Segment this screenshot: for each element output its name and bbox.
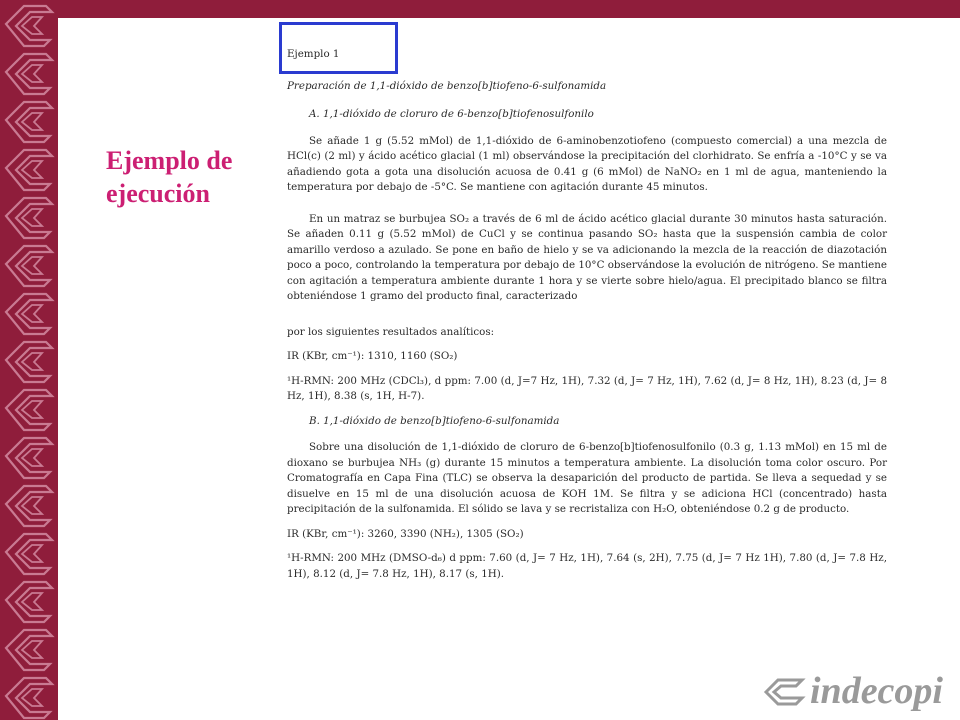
- logo-mark-icon: [762, 676, 808, 708]
- indecopi-logo: [762, 668, 960, 714]
- swirl-pattern-icon: [0, 0, 58, 720]
- top-decorative-band: [58, 0, 960, 18]
- paragraph-3: por los siguientes resultados analíticos:: [287, 325, 495, 338]
- ir-spectrum-a: IR (KBr, cm⁻¹): 1310, 1160 (SO₂): [287, 350, 458, 362]
- nmr-spectrum-a: ¹H-RMN: 200 MHz (CDCl₃), d ppm: 7.00 (d, J=7 Hz, 1H), 7.32 (d, J= 7 Hz, 1H), 7.62 (d, J= 8 Hz, 1H), 8.23 (d, J= 8 Hz, 1H), 8.38 (s, 1H, H-7).: [287, 374, 887, 402]
- scanned-document: [287, 47, 887, 582]
- logo-text: indecopi: [810, 670, 943, 712]
- paragraph-4: Sobre una disolución de 1,1-dióxido de cloruro de 6-benzo[b]tiofenosulfonilo (0.3 g, 1.13 mMol) en 15 ml de dioxano se burbujea NH₃ (g) durante 15 minutos a temperatura ambiente. La disolución toma color oscuro. Por Cromatografía en Capa Fina (TLC) se observa la desaparición del producto de partida. Se lleva a sequedad y se disuelve en 15 ml de una disolución acuosa de KOH 1M. Se filtra y se adiciona HCl (concentrado) hasta precipitación de la sulfonamida. El sólido se lava y se recristaliza con H₂O, obteniéndose 0.2 g de producto.: [287, 441, 887, 515]
- paragraph-2: En un matraz se burbujea SO₂ a través de 6 ml de ácido acético glacial durante 30 minutos hasta saturación. Se añaden 0.11 g (5.52 mMol) de CuCl y se continua pasando SO₂ hasta que la suspensión cambia de color amarillo verdoso a azulado. Se pone en baño de hielo y se va adicionando la mezcla de la reacción de diazotación poco a poco, controlando la temperatura por debajo de 10°C observándose la evolución de nitrógeno. Se mantiene con agitación a temperatura ambiente durante 1 hora y se vierte sobre hielo/agua. El precipitado blanco se filtra obteniéndose 1 gramo del producto final, caracterizado: [287, 212, 887, 302]
- slide-title: Ejemplo de ejecución: [106, 146, 233, 208]
- preparation-title: Preparación de 1,1-dióxido de benzo[b]tiofeno-6-sulfonamida: [287, 79, 607, 92]
- part-a-title: A. 1,1-dióxido de cloruro de 6-benzo[b]tiofenosulfonilo: [309, 108, 594, 120]
- ir-spectrum-b: IR (KBr, cm⁻¹): 3260, 3390 (NH₂), 1305 (SO₂): [287, 527, 524, 540]
- left-decorative-band: [0, 0, 58, 720]
- paragraph-1: Se añade 1 g (5.52 mMol) de 1,1-dióxido de 6-aminobenzotiofeno (compuesto comercial) a una mezcla de HCl(c) (2 ml) y ácido acético glacial (1 ml) observándose la precipitación del clorhidrato. Se enfría a -10°C y se va añadiendo gota a gota una disolución acuosa de 0.41 g (6 mMol) de NaNO₂ en 1 ml de agua, manteniendo la temperatura por debajo de -5°C. Se mantiene con agitación durante 45 minutos.: [287, 134, 887, 193]
- document-heading: Ejemplo 1: [287, 48, 340, 60]
- part-b-title: B. 1,1-dióxido de benzo[b]tiofeno-6-sulfonamida: [309, 414, 560, 427]
- nmr-spectrum-b: ¹H-RMN: 200 MHz (DMSO-d₆) d ppm: 7.60 (d, J= 7 Hz, 1H), 7.64 (s, 2H), 7.75 (d, J= 7 Hz 1H), 7.80 (d, J= 7.8 Hz, 1H), 8.12 (d, J= 7.8 Hz, 1H), 8.17 (s, 1H).: [287, 552, 887, 580]
